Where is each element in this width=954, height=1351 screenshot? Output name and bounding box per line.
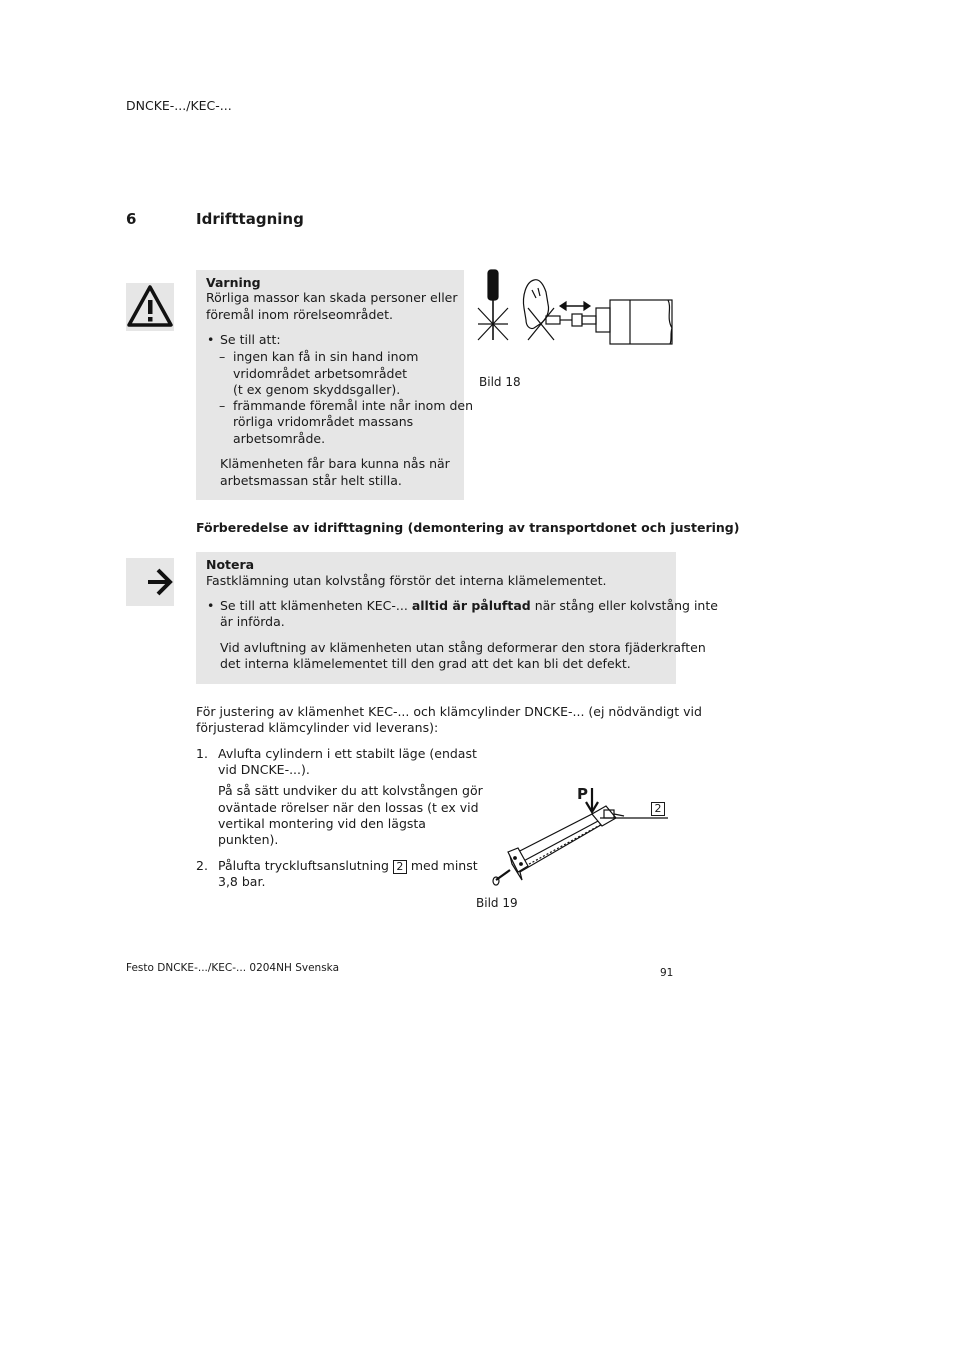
section-title: Idrifttagning xyxy=(196,210,304,228)
step1-para-line2: oväntade rörelser när den lossas (t ex vid xyxy=(218,800,479,815)
step1-para-line1: På så sätt undviker du att kolvstången gör xyxy=(218,783,483,798)
port-ref-2: 2 xyxy=(393,860,407,874)
section-number: 6 xyxy=(126,210,137,228)
figure-18-illustration xyxy=(474,268,676,348)
subheading: Förberedelse av idrifttagning (demontering av transportdonet och justering) xyxy=(196,520,740,535)
notice-intro: Fastklämning utan kolvstång förstör det interna klämelementet. xyxy=(206,573,607,588)
arrow-right-icon xyxy=(126,558,174,606)
step2-line1: Pålufta tryckluftsanslutning 2 med minst xyxy=(218,858,478,873)
intro-line2: förjusterad klämcylinder vid leverans): xyxy=(196,720,439,735)
step1-para-line4: punkten). xyxy=(218,832,279,847)
intro-line1: För justering av klämenhet KEC-... och klämcylinder DNCKE-... (ej nödvändigt vid xyxy=(196,704,702,719)
step1-para-line3: vertikal montering vid den lägsta xyxy=(218,816,426,831)
notice-bullet-line2: är införda. xyxy=(220,614,285,629)
footer-text: Festo DNCKE-.../KEC-... 0204NH Svenska xyxy=(126,962,339,974)
notice-title: Notera xyxy=(206,557,255,572)
figure-19-caption: Bild 19 xyxy=(476,896,518,910)
step1-number: 1. xyxy=(196,746,208,761)
notice-para-line1: Vid avluftning av klämenheten utan stång deformerar den stora fjäderkraften xyxy=(220,640,706,655)
step2-line2: 3,8 bar. xyxy=(218,874,266,889)
warning-dash2-line2: rörliga vridområdet massans xyxy=(233,414,414,429)
warning-dash2-line1: – främmande föremål inte når inom den xyxy=(233,398,473,415)
page-number: 91 xyxy=(660,967,674,979)
figure-19-ref: 2 xyxy=(651,800,665,817)
warning-dash2-line3: arbetsområde. xyxy=(233,431,326,446)
pressure-label: P xyxy=(577,785,588,803)
step1-line1: Avlufta cylindern i ett stabilt läge (endast xyxy=(218,746,477,761)
warning-box xyxy=(196,270,474,500)
warning-intro-line2: föremål inom rörelseområdet. xyxy=(206,307,393,322)
warning-title: Varning xyxy=(206,275,261,290)
warning-triangle-icon xyxy=(126,283,174,331)
warning-bullet: • Se till att: xyxy=(220,332,281,349)
notice-para-line2: det interna klämelementet till den grad att det kan bli det defekt. xyxy=(220,656,631,671)
step1-line2: vid DNCKE-...). xyxy=(218,762,310,777)
running-head: DNCKE-.../KEC-... xyxy=(126,98,232,113)
warning-dash1-line2: vridområdet arbetsområdet xyxy=(233,366,408,381)
warning-dash1-line1: – ingen kan få in sin hand inom xyxy=(233,349,418,366)
figure-18-caption: Bild 18 xyxy=(479,375,521,389)
notice-bullet-line1: • Se till att klämenheten KEC-... alltid är påluftad när stång eller kolvstång inte xyxy=(220,598,718,615)
warning-note-line2: arbetsmassan står helt stilla. xyxy=(220,473,402,488)
warning-intro-line1: Rörliga massor kan skada personer eller xyxy=(206,290,458,305)
step2-number: 2. xyxy=(196,858,208,873)
notice-box xyxy=(196,552,718,684)
warning-note-line1: Klämenheten får bara kunna nås när xyxy=(220,456,450,471)
warning-dash1-line3: (t ex genom skyddsgaller). xyxy=(233,382,401,397)
